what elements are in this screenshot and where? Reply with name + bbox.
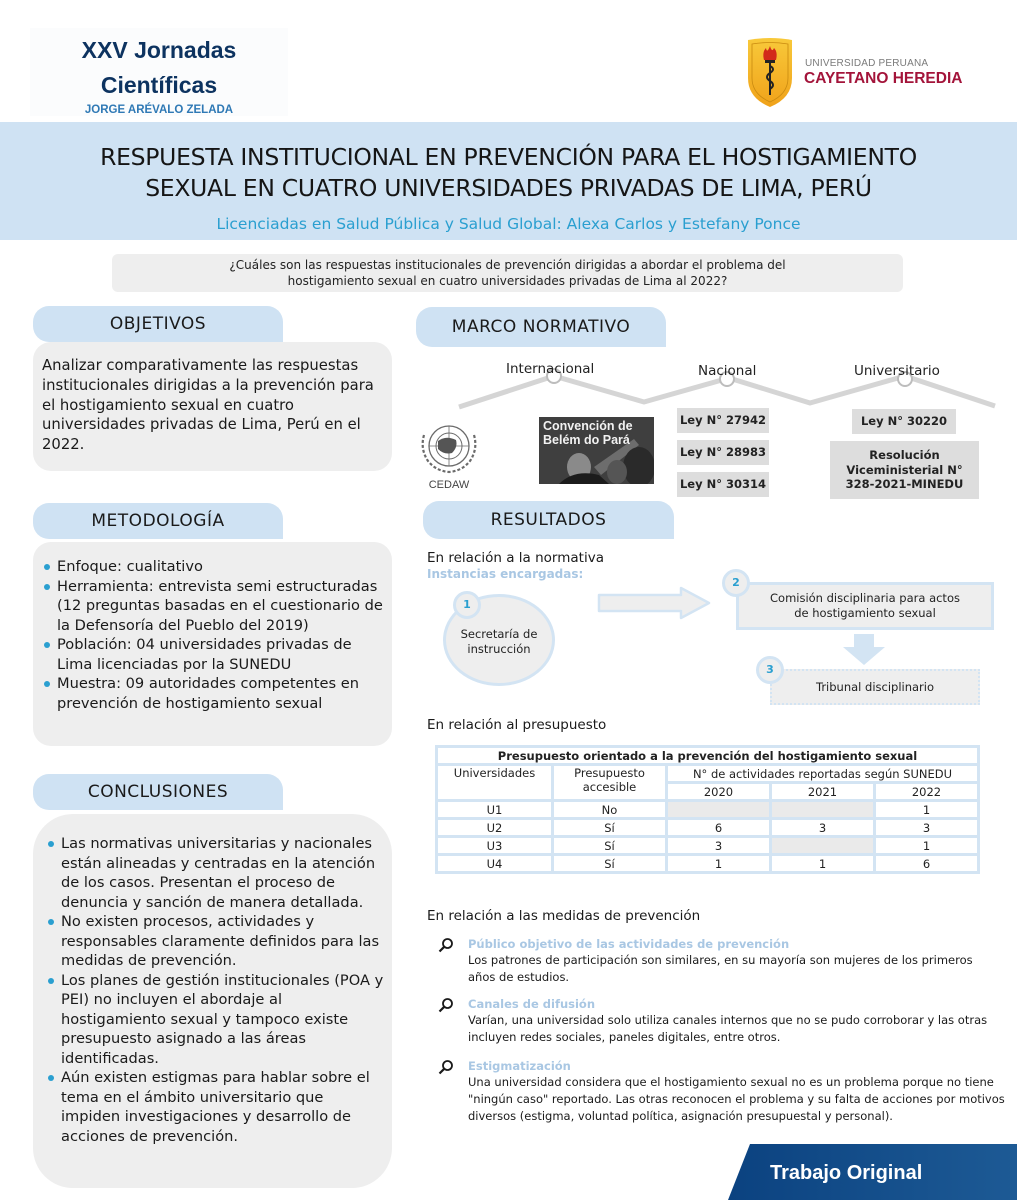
instancias-label: Instancias encargadas: bbox=[427, 567, 584, 581]
prevencion-item bbox=[438, 1058, 1008, 1125]
col-year: 2022 bbox=[875, 783, 979, 801]
step-1-secretaria: Secretaría de instrucción bbox=[443, 594, 555, 686]
cell-2020: 1 bbox=[667, 855, 771, 873]
university-name-line2: CAYETANO HEREDIA bbox=[804, 70, 963, 87]
objetivos-header: OBJETIVOS bbox=[33, 306, 283, 342]
conclusiones-box bbox=[33, 814, 392, 1188]
law-28983: Ley N° 28983 bbox=[677, 440, 769, 465]
event-title-line1: XXV Jornadas bbox=[81, 37, 237, 63]
normativa-heading: En relación a la normativa bbox=[427, 550, 604, 566]
table-row bbox=[437, 837, 979, 855]
research-question-line1: ¿Cuáles son las respuestas institucionales de prevención dirigidas a abordar el problema del bbox=[229, 258, 786, 272]
prevencion-title: Público objetivo de las actividades de prevención bbox=[468, 937, 790, 951]
prevencion-title: Estigmatización bbox=[468, 1059, 571, 1073]
law-30314: Ley N° 30314 bbox=[677, 472, 769, 497]
cell-universidad: U1 bbox=[437, 801, 553, 819]
objetivos-box bbox=[33, 342, 392, 471]
event-title-line2: Científicas bbox=[100, 72, 218, 98]
badge-text: Trabajo Original bbox=[770, 1162, 923, 1184]
metodologia-item: Muestra: 09 autoridades competentes en prevención de hostigamiento sexual bbox=[41, 674, 384, 713]
arrow-down-icon bbox=[841, 633, 887, 667]
col-universidades: Universidades bbox=[437, 765, 553, 801]
presupuesto-heading: En relación al presupuesto bbox=[427, 717, 607, 733]
metodologia-item: Enfoque: cualitativo bbox=[41, 557, 384, 577]
arrow-right-icon bbox=[597, 586, 713, 620]
prevencion-heading: En relación a las medidas de prevención bbox=[427, 908, 701, 924]
prevencion-item bbox=[438, 996, 998, 1046]
col-year: 2021 bbox=[771, 783, 875, 801]
cell-2022: 1 bbox=[875, 801, 979, 819]
metodologia-box bbox=[33, 542, 392, 746]
cell-universidad: U3 bbox=[437, 837, 553, 855]
cell-universidad: U2 bbox=[437, 819, 553, 837]
prevencion-text: Los patrones de participación son similares, en su mayoría son mujeres de los primeros años de estudios. bbox=[468, 953, 973, 984]
prevencion-text: Una universidad considera que el hostigamiento sexual no es un problema porque no tiene "ningún caso" reportado. Las otras reconocen el problema y su falta de acciones por motivos diversos (estigma, voluntad política, asignación presupuestal y personal). bbox=[468, 1075, 1005, 1123]
cell-2020 bbox=[667, 801, 771, 819]
cell-2021: 3 bbox=[771, 819, 875, 837]
university-name-line1: UNIVERSIDAD PERUANA bbox=[805, 58, 929, 69]
cell-presupuesto: Sí bbox=[553, 837, 667, 855]
research-question bbox=[112, 254, 903, 292]
cell-2022: 6 bbox=[875, 855, 979, 873]
research-question-line2: hostigamiento sexual en cuatro universidades privadas de Lima al 2022? bbox=[287, 274, 728, 288]
step-3-tribunal: Tribunal disciplinario bbox=[770, 669, 980, 705]
university-logo bbox=[745, 36, 985, 108]
search-icon bbox=[438, 937, 454, 953]
step-1-number: 1 bbox=[453, 591, 481, 619]
university-shield-icon bbox=[745, 36, 795, 108]
col-year: 2020 bbox=[667, 783, 771, 801]
table-row bbox=[437, 855, 979, 873]
cell-presupuesto: Sí bbox=[553, 855, 667, 873]
cell-2021 bbox=[771, 837, 875, 855]
metodologia-item: Población: 04 universidades privadas de Lima licenciadas por la SUNEDU bbox=[41, 635, 384, 674]
prevencion-title: Canales de difusión bbox=[468, 997, 596, 1011]
cell-presupuesto: No bbox=[553, 801, 667, 819]
title-banner bbox=[0, 122, 1017, 240]
table-caption: Presupuesto orientado a la prevención del hostigamiento sexual bbox=[437, 747, 979, 765]
belem-title: Convención de Belém do Pará bbox=[543, 419, 633, 447]
conclusiones-list bbox=[45, 834, 384, 1146]
resultados-header: RESULTADOS bbox=[423, 501, 674, 539]
step-3-number: 3 bbox=[756, 656, 784, 684]
conclusiones-item: No existen procesos, actividades y responsables claramente definidos para las medidas de prevención. bbox=[45, 912, 384, 971]
cell-2022: 1 bbox=[875, 837, 979, 855]
level-nacional: Nacional bbox=[698, 363, 757, 379]
level-internacional: Internacional bbox=[506, 361, 595, 377]
metodologia-header: METODOLOGÍA bbox=[33, 503, 283, 539]
resolucion-minedu: Resolución Viceministerial N° 328-2021-MINEDU bbox=[830, 441, 979, 499]
cell-2022: 3 bbox=[875, 819, 979, 837]
cell-2020: 6 bbox=[667, 819, 771, 837]
conclusiones-item: Las normativas universitarias y nacionales están alineadas y centradas en la atención de los casos. Presentan el proceso de denuncia y sanción de manera detallada. bbox=[45, 834, 384, 912]
cedaw-emblem-icon bbox=[416, 415, 482, 491]
step-2-number: 2 bbox=[722, 569, 750, 597]
marco-normativo-header: MARCO NORMATIVO bbox=[416, 307, 666, 347]
col-presupuesto: Presupuesto accesible bbox=[553, 765, 667, 801]
cell-2020: 3 bbox=[667, 837, 771, 855]
table-row bbox=[437, 801, 979, 819]
table-row bbox=[437, 819, 979, 837]
prevencion-text: Varían, una universidad solo utiliza canales internos que no se pudo corroborar y las otras incluyen redes sociales, paneles digitales, entre otros. bbox=[468, 1013, 988, 1044]
poster-title-line2: SEXUAL EN CUATRO UNIVERSIDADES PRIVADAS DE LIMA, PERÚ bbox=[145, 174, 872, 202]
conclusiones-item: Los planes de gestión institucionales (POA y PEI) no incluyen el abordaje al hostigamiento sexual y tampoco existe presupuesto asignado a las áreas identificadas. bbox=[45, 971, 384, 1069]
prevencion-item bbox=[438, 936, 998, 986]
step-2-comision: Comisión disciplinaria para actos de hostigamiento sexual bbox=[736, 582, 994, 630]
metodologia-item: Herramienta: entrevista semi estructuradas (12 preguntas basadas en el cuestionario de la Defensoría del Pueblo del 2019) bbox=[41, 577, 384, 636]
law-27942: Ley N° 27942 bbox=[677, 408, 769, 433]
event-subtitle: JORGE ARÉVALO ZELADA bbox=[84, 104, 234, 116]
search-icon bbox=[438, 997, 454, 1013]
law-30220: Ley N° 30220 bbox=[852, 409, 956, 434]
belem-do-para-image bbox=[539, 417, 654, 484]
conclusiones-header: CONCLUSIONES bbox=[33, 774, 283, 810]
cell-2021: 1 bbox=[771, 855, 875, 873]
budget-table-body bbox=[437, 801, 979, 873]
cell-2021 bbox=[771, 801, 875, 819]
event-logo bbox=[30, 28, 288, 116]
budget-table bbox=[435, 745, 980, 874]
cell-presupuesto: Sí bbox=[553, 819, 667, 837]
poster-title-line1: RESPUESTA INSTITUCIONAL EN PREVENCIÓN PARA EL HOSTIGAMIENTO bbox=[100, 143, 917, 171]
level-universitario: Universitario bbox=[854, 363, 940, 379]
authors: Licenciadas en Salud Pública y Salud Global: Alexa Carlos y Estefany Ponce bbox=[216, 215, 801, 233]
col-actividades: N° de actividades reportadas según SUNEDU bbox=[667, 765, 979, 783]
trabajo-original-badge bbox=[728, 1144, 1017, 1200]
conclusiones-item: Aún existen estigmas para hablar sobre el tema en el ámbito universitario que impiden investigaciones y desarrollo de acciones de prevención. bbox=[45, 1068, 384, 1146]
objetivos-text: Analizar comparativamente las respuestas institucionales dirigidas a la prevención para el hostigamiento sexual en cuatro universidades privadas de Lima, Perú en el 2022. bbox=[42, 357, 374, 454]
search-icon bbox=[438, 1059, 454, 1075]
cell-universidad: U4 bbox=[437, 855, 553, 873]
metodologia-list bbox=[41, 557, 384, 713]
poster-title bbox=[0, 142, 1017, 204]
cedaw-label: CEDAW bbox=[428, 479, 470, 491]
